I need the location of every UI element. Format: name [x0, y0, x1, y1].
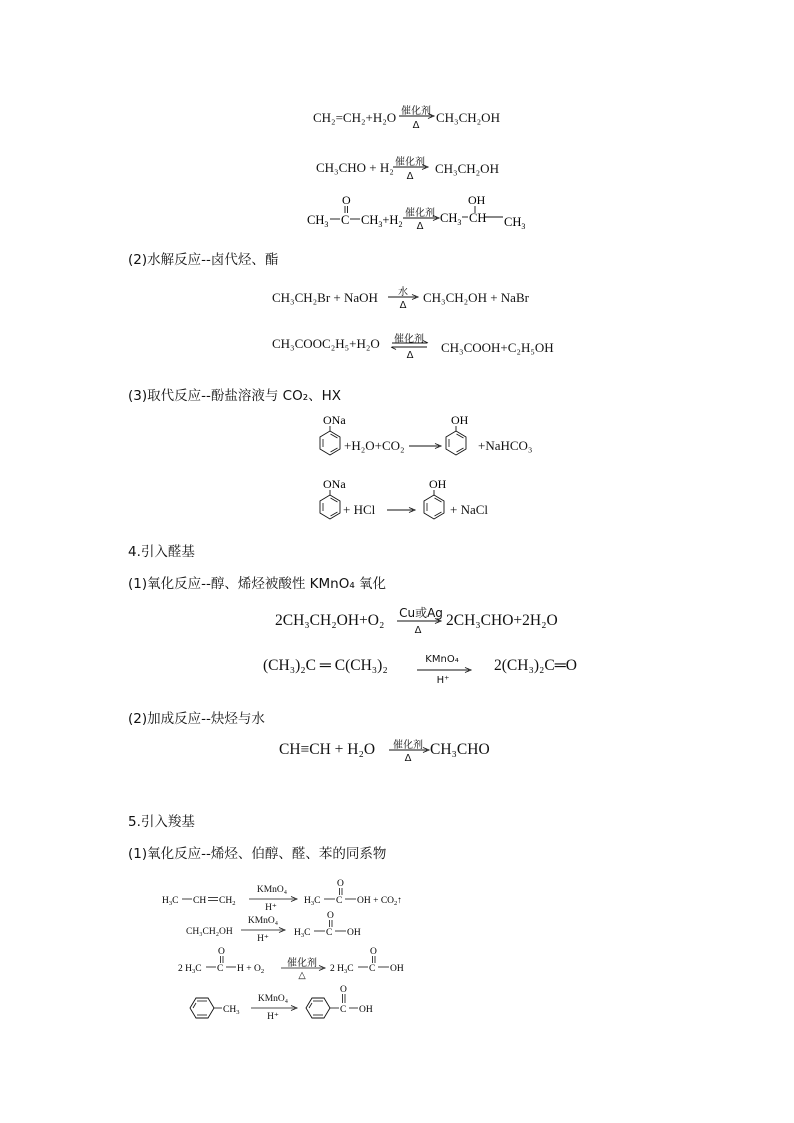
svg-text:C: C [369, 964, 376, 974]
svg-text:2 H3C: 2 $H_3C$ [178, 964, 202, 975]
svg-text:CH3: $CH_3$ [440, 211, 462, 227]
reaction-alkene-oxidation-left: (CH₃)₂C ═ C(CH₃)₂ [263, 657, 388, 674]
reaction-condition-acid: H⁺ [267, 1012, 279, 1022]
section-heading-substitution: (3)取代反应--酚盐溶液与 CO₂、HX [128, 388, 342, 404]
svg-text:O: O [340, 985, 347, 995]
phenol-structure [420, 474, 454, 520]
reaction-arrow [392, 163, 430, 171]
svg-text:O: O [337, 879, 344, 889]
svg-text:CH2: $CH_2$ [219, 896, 236, 907]
svg-text:ONa: ONa [323, 477, 346, 491]
reaction-condition-kmno4: KMnO₄ [256, 885, 288, 895]
svg-text:CH: CH [469, 211, 487, 225]
reaction-phenoxide-hcl-reagents: + HCl [343, 502, 376, 517]
acetic-acid-co2-structure [302, 876, 422, 908]
svg-text:OH: OH [390, 964, 404, 974]
reaction-arrow [396, 617, 444, 625]
svg-text:2 H3C: 2 $H_3C$ [330, 964, 354, 975]
svg-text:C: C [340, 1005, 347, 1015]
reaction-ethanol-left: CH₃CH₂OH [186, 927, 233, 937]
propene-structure [160, 890, 244, 908]
svg-text:H + O2: $H + O_2$ [237, 964, 265, 975]
svg-text:O: O [370, 947, 377, 957]
reaction-alkene-oxidation-right: 2(CH₃)₂C═O [494, 657, 577, 674]
svg-text:OH: OH [429, 477, 447, 491]
reaction-condition-acid: H⁺ [265, 903, 277, 913]
benzoic-acid-structure [302, 982, 382, 1024]
svg-text:CH3: $CH_3$ [307, 213, 329, 228]
reaction-acetylene-hydration-right: CH₃CHO [430, 741, 490, 758]
section-title-aldehyde: 4.引入醛基 [128, 544, 195, 560]
svg-text:OH + CO2↑: OH + $CO_2↑$ [357, 896, 403, 907]
reaction-arrow [416, 666, 474, 674]
svg-text:O: O [218, 947, 225, 957]
reaction-bromoethane-hydrolysis-right: CH₃CH₂OH + NaBr [423, 290, 529, 305]
reaction-acetylene-hydration-left: CH≡CH + H₂O [279, 741, 376, 758]
reaction-phenoxide-co2-reagents: +H₂O+CO₂ [344, 438, 405, 453]
svg-text:OH: OH [451, 413, 469, 427]
reaction-arrow [386, 506, 418, 514]
reaction-condition-heat: Δ [406, 350, 414, 361]
reaction-condition-catalyst: 催化剂 [401, 106, 431, 117]
toluene-structure [184, 995, 248, 1023]
reaction-condition-catalyst: 催化剂 [393, 740, 423, 751]
acetic-acid-structure [328, 944, 414, 976]
svg-text:H3C: $H_3C$ [304, 896, 321, 907]
svg-text:O: O [342, 193, 351, 207]
svg-text:C: C [336, 896, 343, 906]
acetic-acid-structure [292, 908, 368, 940]
reaction-condition-heat: Δ [414, 625, 422, 636]
svg-text:H3C: $H_3C$ [294, 928, 311, 939]
reaction-arrow [398, 112, 436, 120]
reaction-condition-heat: △ [298, 971, 306, 981]
reversible-arrow [390, 340, 430, 350]
reaction-condition-acid: H⁺ [436, 675, 450, 686]
reaction-condition-kmno4: KMnO₄ [257, 994, 289, 1004]
reaction-condition-acid: H⁺ [257, 934, 269, 944]
reaction-condition-kmno4: KMnO₄ [425, 654, 459, 665]
svg-text:CH3: $CH_3$ [223, 1005, 240, 1016]
reaction-condition-heat: Δ [416, 221, 424, 232]
phenol-structure [442, 410, 476, 456]
reaction-condition-catalyst: 催化剂 [394, 334, 424, 345]
section-heading-oxidation: (1)氧化反应--醇、烯烃被酸性 KMnO₄ 氧化 [128, 576, 387, 592]
acetone-structure [305, 192, 405, 228]
reaction-condition-cu-ag: Cu或Ag [399, 606, 443, 620]
section-heading-addition: (2)加成反应--炔烃与水 [128, 711, 265, 727]
reaction-condition-catalyst: 催化剂 [405, 208, 435, 219]
reaction-ethene-hydration-left: CH₂=CH₂+H₂O [313, 110, 397, 125]
reaction-acetaldehyde-reduction-left: CH₃CHO + H₂ [316, 160, 394, 175]
reaction-condition-heat: Δ [404, 753, 412, 764]
svg-text:CH3+H2: $CH_3+H_2$ [361, 213, 403, 228]
reaction-condition-heat: Δ [406, 171, 414, 182]
reaction-condition-kmno4: KMnO₄ [247, 916, 279, 926]
svg-text:H3C: $H_3C$ [162, 896, 179, 907]
reaction-condition-heat: Δ [412, 120, 420, 131]
svg-text:OH: OH [468, 193, 486, 207]
svg-text:O: O [327, 911, 334, 921]
reaction-condition-catalyst: 催化剂 [395, 157, 425, 168]
reaction-acetaldehyde-reduction-right: CH₃CH₂OH [435, 161, 499, 176]
svg-text:C: C [217, 964, 224, 974]
svg-text:OH: OH [347, 928, 361, 938]
section-title-carboxyl: 5.引入羧基 [128, 814, 195, 830]
reaction-ethene-hydration-right: CH₃CH₂OH [436, 110, 500, 125]
reaction-condition-catalyst: 催化剂 [287, 958, 317, 969]
isopropanol-structure [438, 192, 530, 230]
reaction-ester-hydrolysis-left: CH₃COOC₂H₅+H₂O [272, 336, 380, 351]
reaction-ethanol-oxidation-left: 2CH₃CH₂OH+O₂ [275, 612, 385, 629]
reaction-phenoxide-co2-product: +NaHCO₃ [478, 438, 533, 453]
svg-text:CH: CH [193, 896, 207, 906]
reaction-condition-heat: Δ [399, 300, 407, 311]
svg-text:CH3: $CH_3$ [504, 215, 526, 230]
svg-text:ONa: ONa [323, 413, 346, 427]
reaction-arrow [408, 442, 444, 450]
svg-text:OH: OH [359, 1005, 373, 1015]
reaction-phenoxide-hcl-product: + NaCl [450, 502, 489, 517]
svg-text:C: C [341, 213, 350, 227]
svg-text:C: C [326, 928, 333, 938]
reaction-bromoethane-hydrolysis-left: CH₃CH₂Br + NaOH [272, 290, 378, 305]
reaction-ethanol-oxidation-right: 2CH₃CHO+2H₂O [446, 612, 558, 629]
section-heading-hydrolysis: (2)水解反应--卤代烃、酯 [128, 252, 279, 268]
reaction-condition-water: 水 [398, 287, 408, 298]
reaction-ester-hydrolysis-right: CH₃COOH+C₂H₅OH [441, 340, 554, 355]
section-heading-oxidation: (1)氧化反应--烯烃、伯醇、醛、苯的同系物 [128, 846, 387, 862]
acetaldehyde-oxygen-structure [176, 944, 280, 976]
